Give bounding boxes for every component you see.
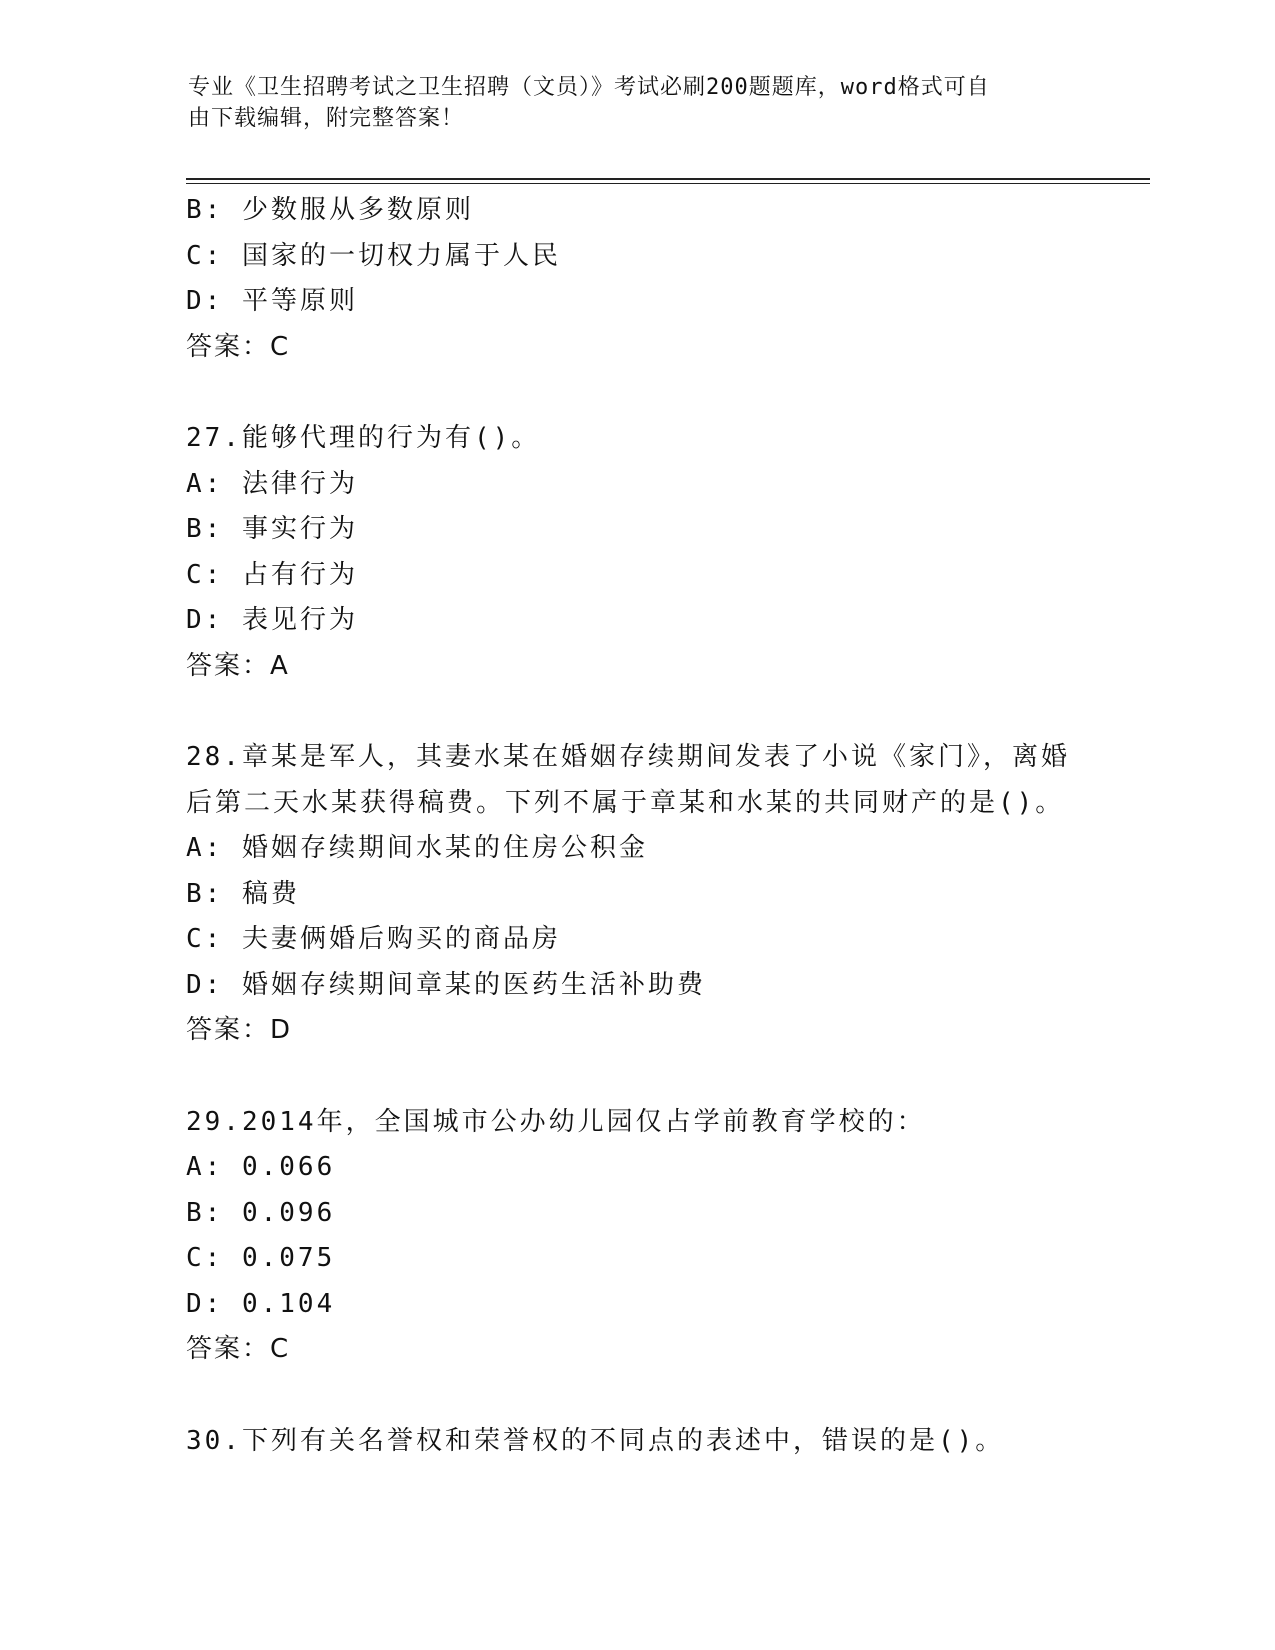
question-stem-line-1: 28.章某是军人，其妻水某在婚姻存续期间发表了小说《家门》，离婚 <box>186 742 1070 772</box>
answer-line: 答案：A <box>186 650 290 681</box>
option-c: C: 国家的一切权力属于人民 <box>186 240 561 271</box>
header-divider-thick <box>186 178 1150 180</box>
option-d: D: 0.104 <box>186 1288 336 1319</box>
option-b: B: 事实行为 <box>186 514 358 544</box>
option-c: C: 夫妻俩婚后购买的商品房 <box>186 924 561 954</box>
question-stem: 27.能够代理的行为有()。 <box>186 423 541 453</box>
document-header <box>188 72 1068 134</box>
question-stem: 30.下列有关名誉权和荣誉权的不同点的表述中，错误的是()。 <box>186 1425 1005 1456</box>
option-d: D: 婚姻存续期间章某的医药生活补助费 <box>186 969 706 1000</box>
question-block-28 <box>186 735 1086 1054</box>
question-spacer <box>186 689 1086 735</box>
question-stem: 29.2014年，全国城市公办幼儿园仅占学前教育学校的： <box>186 1106 926 1137</box>
option-b: B: 少数服从多数原则 <box>186 195 474 225</box>
option-d: D: 表见行为 <box>186 605 358 635</box>
option-b: B: 稿费 <box>186 878 300 909</box>
option-a: A: 婚姻存续期间水某的住房公积金 <box>186 833 648 863</box>
header-line-1: 专业《卫生招聘考试之卫生招聘（文员）》考试必刷200题题库，word格式可自 <box>188 75 990 100</box>
option-d: D: 平等原则 <box>186 286 358 316</box>
question-block-27 <box>186 416 1086 689</box>
question-list <box>186 188 1086 1464</box>
option-b: B: 0.096 <box>186 1197 336 1228</box>
question-block-29 <box>186 1100 1086 1373</box>
question-spacer <box>186 370 1086 416</box>
header-divider-thin <box>186 183 1150 184</box>
question-spacer <box>186 1373 1086 1419</box>
question-block-26 <box>186 188 1086 370</box>
answer-line: 答案：C <box>186 331 291 362</box>
answer-line: 答案：D <box>186 1015 293 1045</box>
option-c: C: 占有行为 <box>186 559 358 590</box>
header-line-2: 由下载编辑，附完整答案！ <box>188 106 465 131</box>
question-block-30 <box>186 1419 1086 1465</box>
option-a: A: 0.066 <box>186 1152 336 1182</box>
answer-line: 答案：C <box>186 1334 291 1364</box>
option-c: C: 0.075 <box>186 1243 336 1273</box>
option-a: A: 法律行为 <box>186 468 358 499</box>
question-spacer <box>186 1054 1086 1100</box>
question-stem-line-2: 后第二天水某获得稿费。下列不属于章某和水某的共同财产的是()。 <box>186 787 1065 818</box>
